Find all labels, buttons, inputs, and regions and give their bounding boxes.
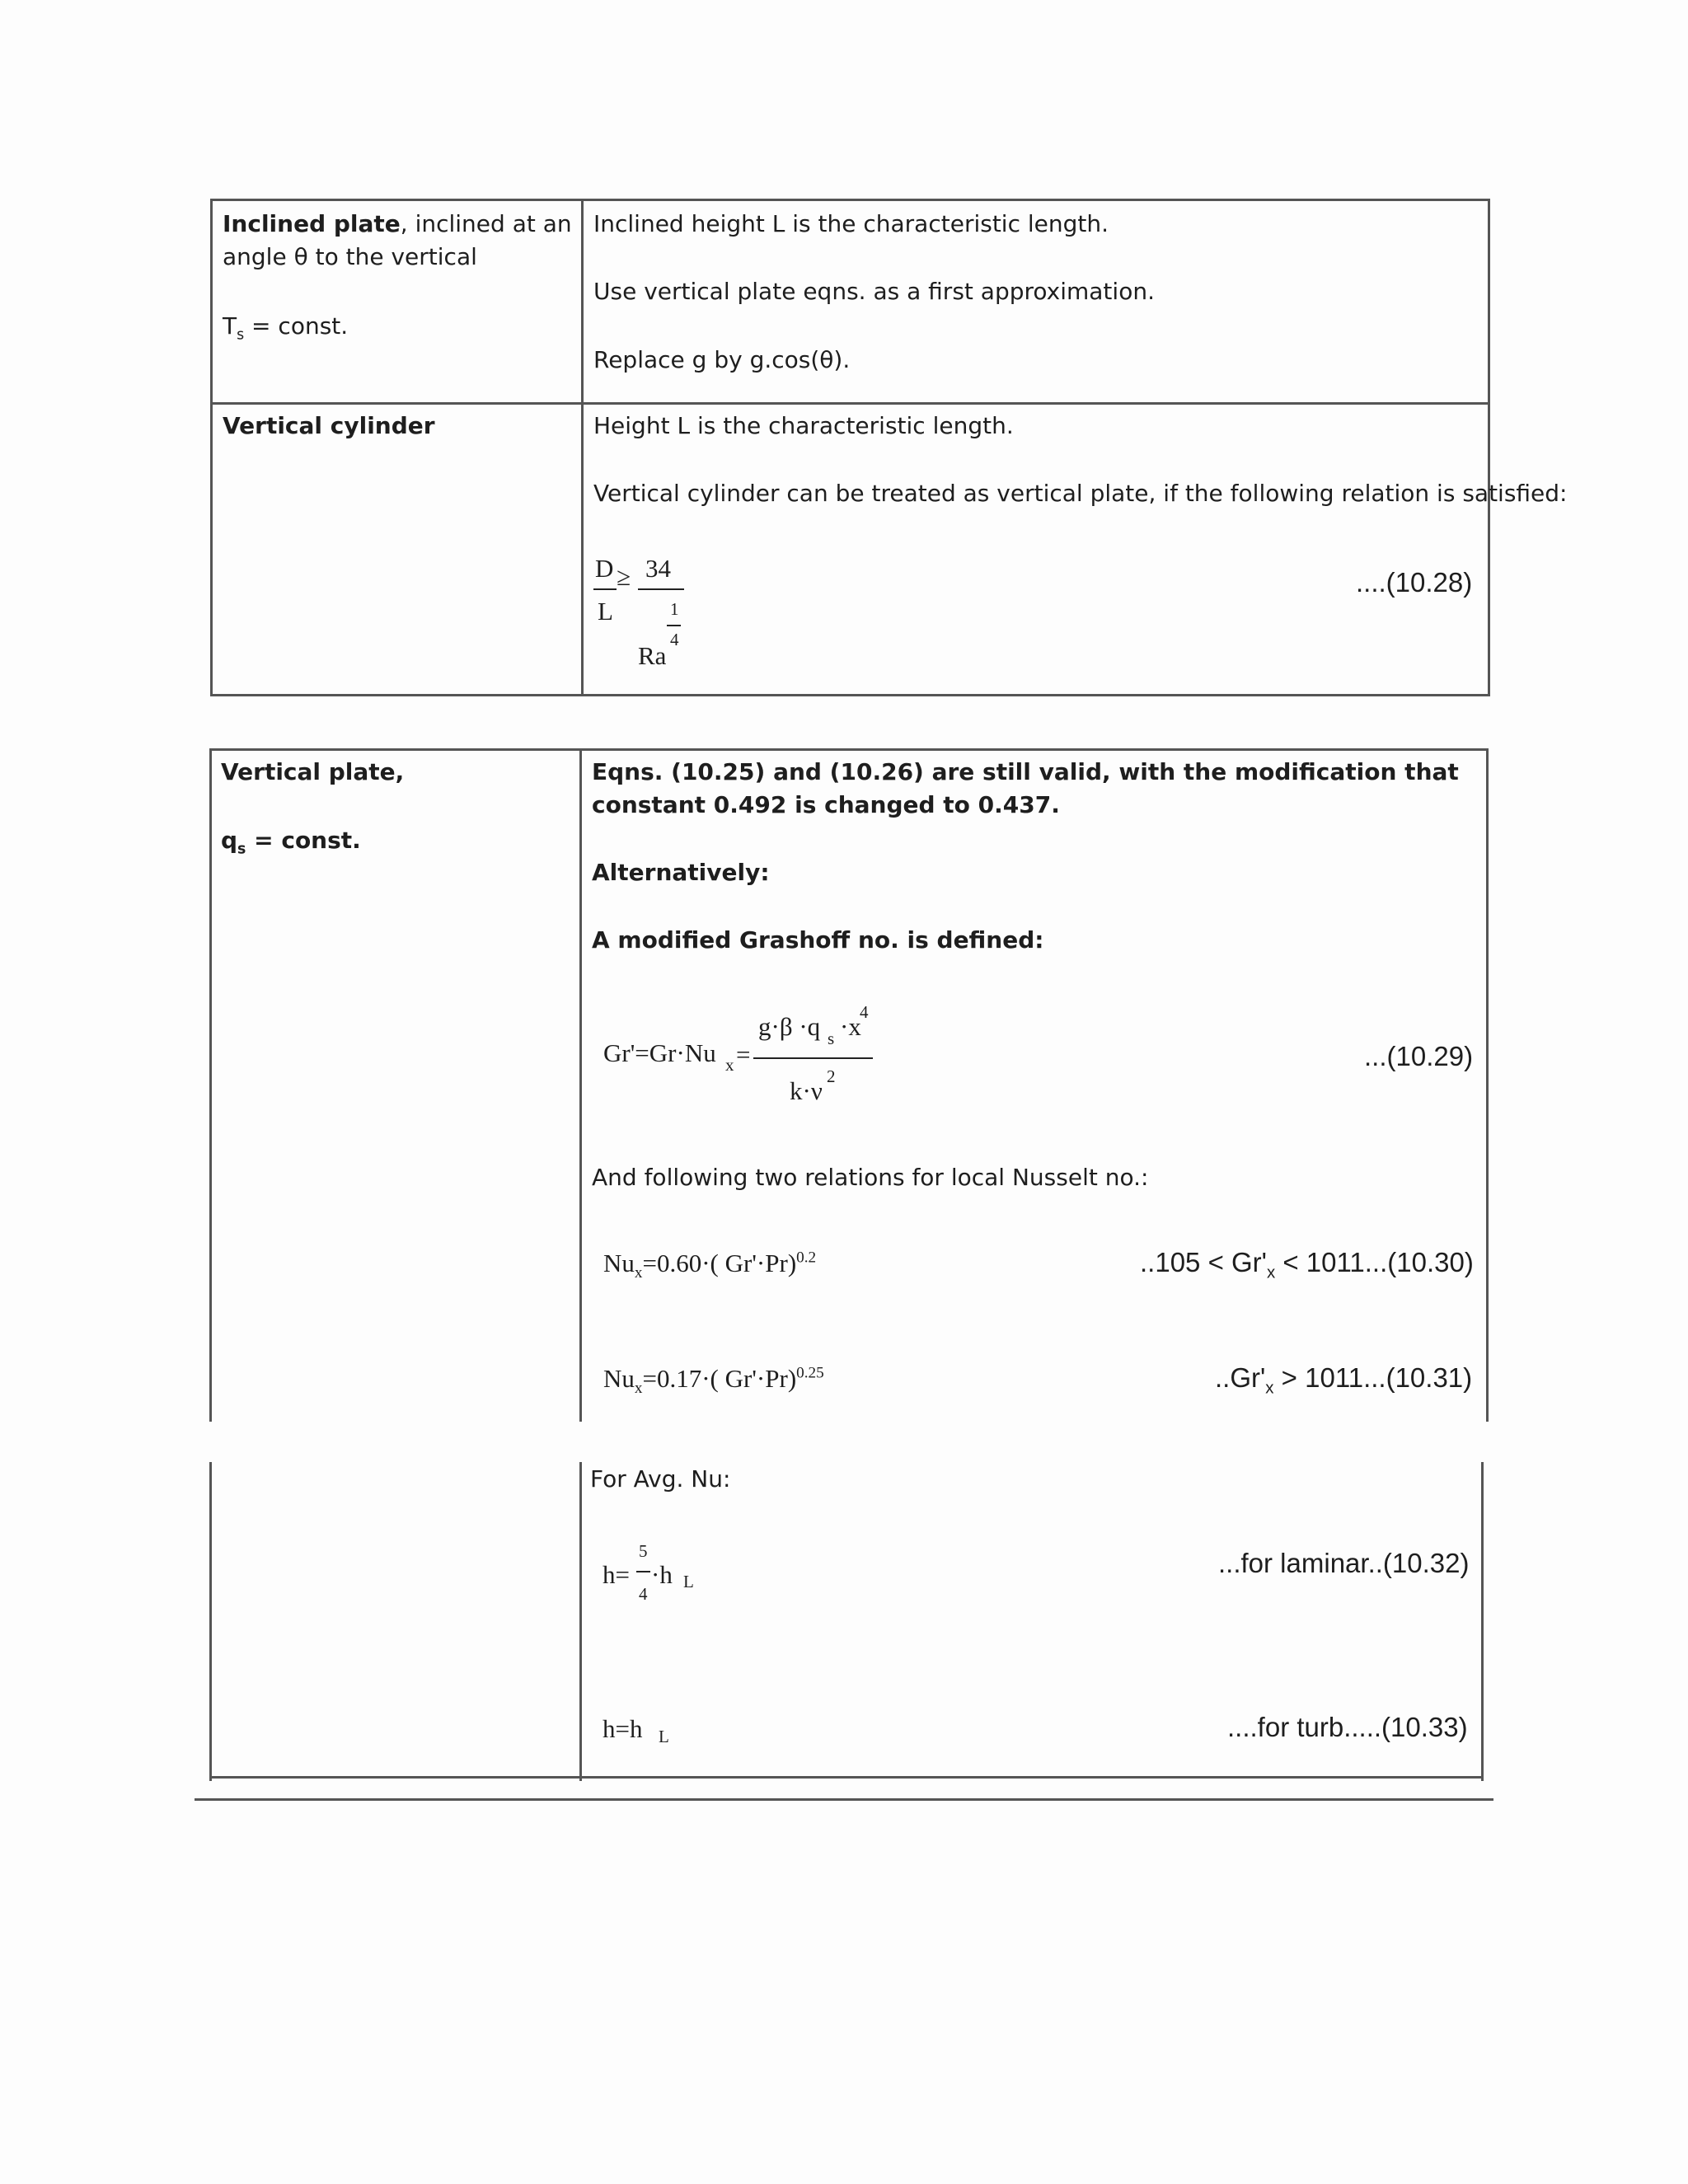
gr-den: k·ν <box>790 1076 823 1105</box>
formula-fraction-bar-main <box>638 588 684 590</box>
vertical-plate-label: Vertical plate, <box>221 758 405 785</box>
formula-l: L <box>598 597 613 626</box>
table2-right-border <box>1486 748 1489 1422</box>
table2-top-border <box>209 748 1489 751</box>
formula-d: D <box>595 554 614 583</box>
formula-fraction-bar-exp <box>667 625 681 626</box>
table1-row-divider <box>210 402 1490 405</box>
gr-lhs-sub: x <box>725 1055 734 1075</box>
nu-relation-1: $Nu_x=0.60\cdot$( Gr'·Pr)$^{0.2}$ <box>603 1249 817 1282</box>
eq-10-31: $..Gr'_x > 1011...(10.31)$ <box>1215 1362 1473 1398</box>
table2-left-border <box>209 748 212 1422</box>
table3-column-divider <box>579 1462 582 1781</box>
grashoff-heading: A modified Grashoff no. is defined: <box>592 926 1044 954</box>
cylinder-right-line-2: Vertical cylinder can be treated as vertical plate, if the following relation is satisfied: <box>593 480 1568 507</box>
eq-10-28: ....(10.28) <box>1356 567 1473 598</box>
formula-four: 4 <box>670 630 679 649</box>
page-rule <box>195 1798 1493 1801</box>
table3-bottom-border <box>209 1776 1484 1779</box>
gr-fraction-bar <box>753 1057 873 1059</box>
relations-text: And following two relations for local Nusselt no.: <box>592 1164 1149 1191</box>
gr-eq: = <box>736 1040 751 1069</box>
gr-num-x: ·x <box>840 1012 861 1041</box>
h1-lhs: h= <box>603 1560 630 1589</box>
h2-sub: L <box>659 1727 669 1746</box>
table3-left-border <box>209 1462 212 1781</box>
alternatively-label: Alternatively: <box>592 859 770 886</box>
h2-lhs: h=h <box>603 1714 643 1743</box>
gr-num-sub: s <box>828 1029 835 1048</box>
h1-den: 4 <box>639 1584 648 1604</box>
table2-column-divider <box>579 748 582 1422</box>
inclined-plate-label: Inclined plate, inclined at an <box>223 210 572 237</box>
h1-rhs: ·h <box>651 1560 673 1589</box>
cylinder-right-line-1: Height L is the characteristic length. <box>593 412 1014 439</box>
formula-one: 1 <box>670 599 679 619</box>
avg-nu-label: For Avg. Nu: <box>590 1465 731 1493</box>
bold-line-1: Eqns. (10.25) and (10.26) are still valid, with the modification that <box>592 758 1459 785</box>
gr-den-exp: 2 <box>827 1066 836 1086</box>
eq-10-30: $..105 < Gr'_x < 1011...(10.30)$ <box>1140 1247 1474 1282</box>
h1-num: 5 <box>639 1541 648 1561</box>
formula-fraction-bar-dl <box>593 588 617 590</box>
nu-relation-2: $Nu_x=0.17\cdot$( Gr'·Pr)$^{0.25}$ <box>603 1364 824 1398</box>
formula-ra: Ra <box>638 641 667 670</box>
vertical-cylinder-label: Vertical cylinder <box>223 412 435 439</box>
formula-34: 34 <box>645 554 671 583</box>
formula-geq: ≥ <box>617 562 631 591</box>
eq-10-33: ....for turb.....(10.33) <box>1227 1712 1468 1742</box>
inclined-right-line-3: Replace g by g.cos(θ). <box>593 346 851 373</box>
h1-sub: L <box>683 1572 694 1591</box>
table3-right-border <box>1481 1462 1484 1781</box>
eq-10-32: ...for laminar..(10.32) <box>1218 1548 1470 1578</box>
inclined-right-line-1: Inclined height L is the characteristic length. <box>593 210 1109 237</box>
inclined-right-line-2: Use vertical plate eqns. as a first approximation. <box>593 278 1155 305</box>
inclined-plate-angle: angle θ to the vertical <box>223 243 477 270</box>
table1-column-divider <box>581 199 584 696</box>
gr-num: g·β ·q <box>758 1012 821 1041</box>
bold-line-2: constant 0.492 is changed to 0.437. <box>592 791 1060 818</box>
ts-const: $T_s$ = const. <box>223 312 349 344</box>
qs-const: $q_s$ = const. <box>221 827 361 858</box>
eq-10-29: ...(10.29) <box>1364 1041 1474 1071</box>
gr-lhs: Gr'=Gr·Nu <box>603 1038 716 1067</box>
gr-num-exp: 4 <box>860 1002 869 1022</box>
h1-fraction-bar <box>636 1571 650 1572</box>
